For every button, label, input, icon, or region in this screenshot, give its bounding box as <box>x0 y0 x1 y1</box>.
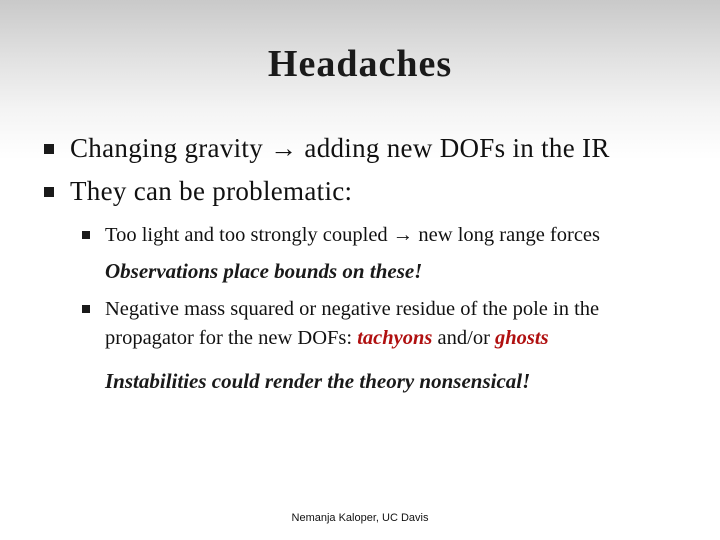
square-bullet-icon <box>44 144 54 154</box>
square-bullet-icon <box>82 231 90 239</box>
emphasis-instabilities: Instabilities could render the theory nonsensical! <box>105 369 531 393</box>
emphasis-observations: Observations place bounds on these! <box>105 259 423 283</box>
sub-bullet-text: Too light and too strongly coupled → new long range forces <box>105 224 601 246</box>
square-bullet-icon <box>82 305 90 313</box>
tachyons-term: tachyons <box>357 327 433 349</box>
ghosts-term: ghosts <box>495 327 549 349</box>
sub-bullet-tachyons-ghosts <box>82 295 672 353</box>
footer-author: Nemanja Kaloper, UC Davis <box>291 512 429 524</box>
slide-title: Headaches <box>267 43 453 85</box>
bullet-problematic <box>44 176 352 207</box>
bullet-changing-gravity <box>44 133 610 164</box>
sub-bullet-text-main: Negative mass squared or negative residue of the pole in the propagator for the new DOFs: <box>105 298 600 349</box>
bullet-text: They can be problematic: <box>70 176 353 206</box>
connector-text: and/or <box>432 327 496 349</box>
sub-bullet-text <box>105 295 672 353</box>
bullet-text: Changing gravity → adding new DOFs in the IR <box>70 133 610 163</box>
square-bullet-icon <box>44 187 54 197</box>
sub-bullet-long-range-forces <box>82 221 600 250</box>
